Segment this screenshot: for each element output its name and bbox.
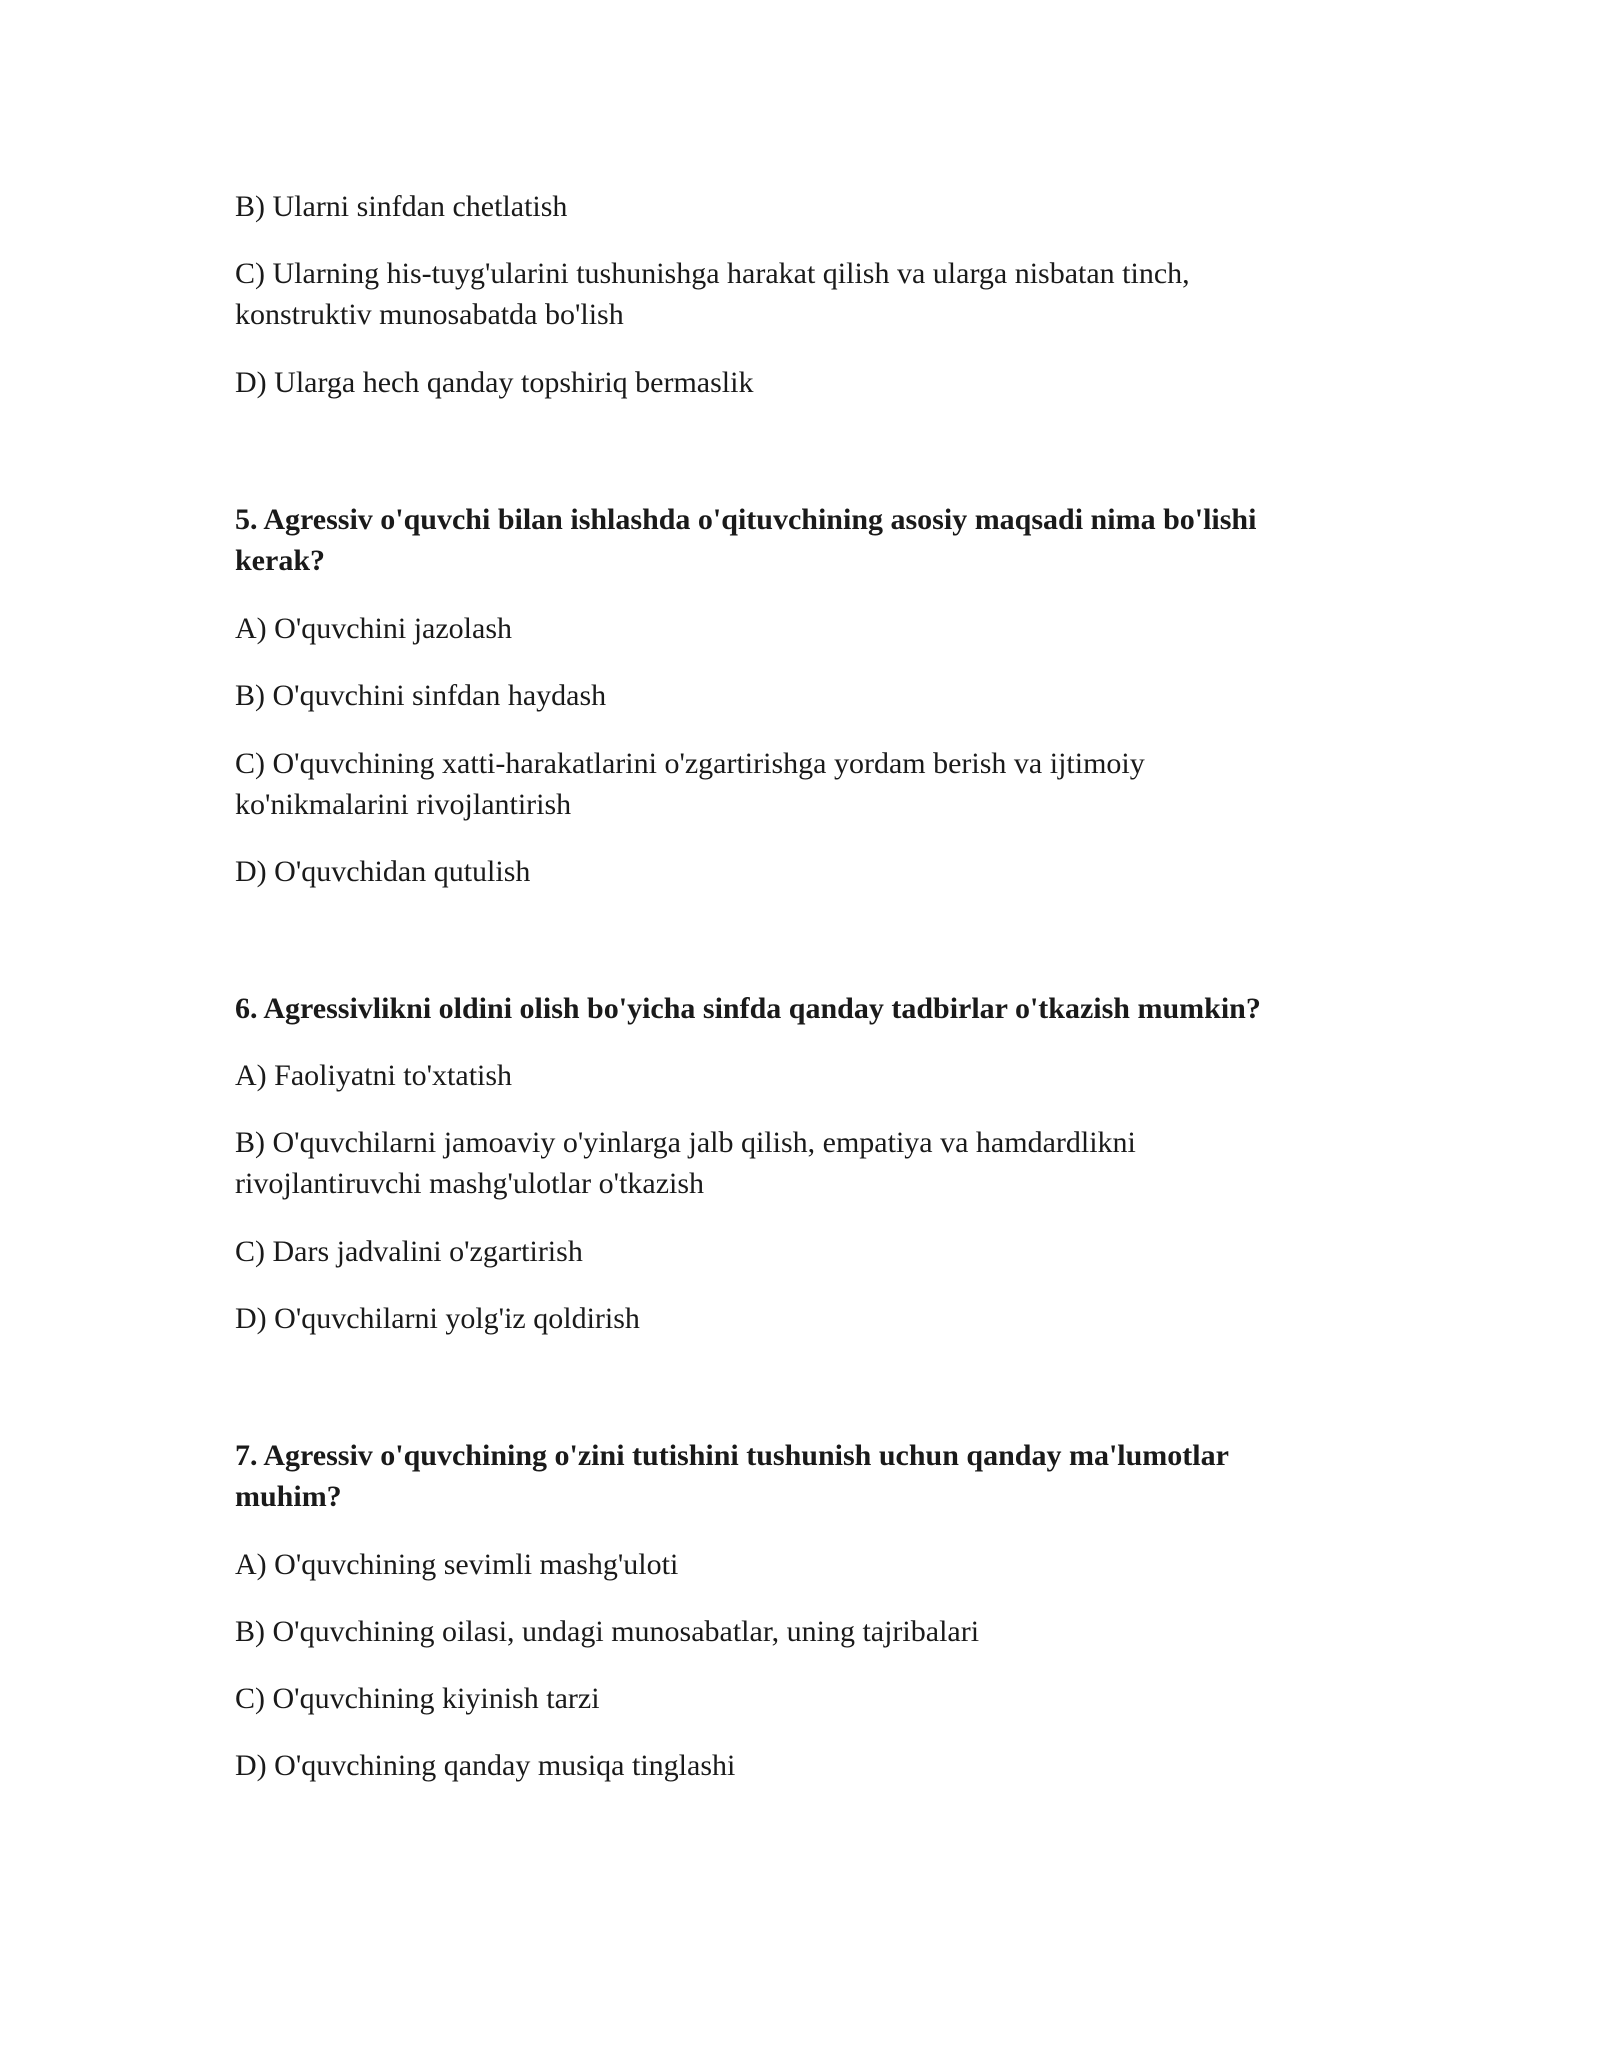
option-4c-line1: C) Ularning his-tuyg'ularini tushunishga harakat qilish va ularga nisbatan tinch, (235, 257, 1190, 290)
option-7c: C) O'quvchining kiyinish tarzi (235, 1682, 600, 1715)
question-6: 6. Agressivlikni oldini olish bo'yicha sinfda qanday tadbirlar o'tkazish mumkin? (235, 992, 1261, 1025)
question-7-line2: muhim? (235, 1480, 342, 1513)
question-7-line1: 7. Agressiv o'quvchining o'zini tutishini tushunish uchun qanday ma'lumotlar (235, 1439, 1229, 1472)
option-6a: A) Faoliyatni to'xtatish (235, 1059, 513, 1092)
option-5c-line1: C) O'quvchining xatti-harakatlarini o'zgartirishga yordam berish va ijtimoiy (235, 747, 1145, 780)
option-5c-line2: ko'nikmalarini rivojlantirish (235, 788, 572, 821)
option-6c: C) Dars jadvalini o'zgartirish (235, 1235, 583, 1268)
option-5d: D) O'quvchidan qutulish (235, 855, 531, 888)
option-7d: D) O'quvchining qanday musiqa tinglashi (235, 1749, 736, 1782)
question-5-line1: 5. Agressiv o'quvchi bilan ishlashda o'qituvchining asosiy maqsadi nima bo'lishi (235, 503, 1257, 536)
option-4d: D) Ularga hech qanday topshiriq bermaslik (235, 366, 754, 399)
question-5-line2: kerak? (235, 544, 325, 577)
option-6b-line1: B) O'quvchilarni jamoaviy o'yinlarga jalb qilish, empatiya va hamdardlikni (235, 1126, 1136, 1159)
option-6d: D) O'quvchilarni yolg'iz qoldirish (235, 1302, 640, 1335)
option-6b-line2: rivojlantiruvchi mashg'ulotlar o'tkazish (235, 1167, 705, 1200)
option-4c-line2: konstruktiv munosabatda bo'lish (235, 298, 624, 331)
option-7b: B) O'quvchining oilasi, undagi munosabatlar, uning tajribalari (235, 1615, 980, 1648)
option-4b: B) Ularni sinfdan chetlatish (235, 190, 568, 223)
option-5a: A) O'quvchini jazolash (235, 612, 513, 645)
option-5b: B) O'quvchini sinfdan haydash (235, 679, 607, 712)
option-7a: A) O'quvchining sevimli mashg'uloti (235, 1548, 679, 1581)
